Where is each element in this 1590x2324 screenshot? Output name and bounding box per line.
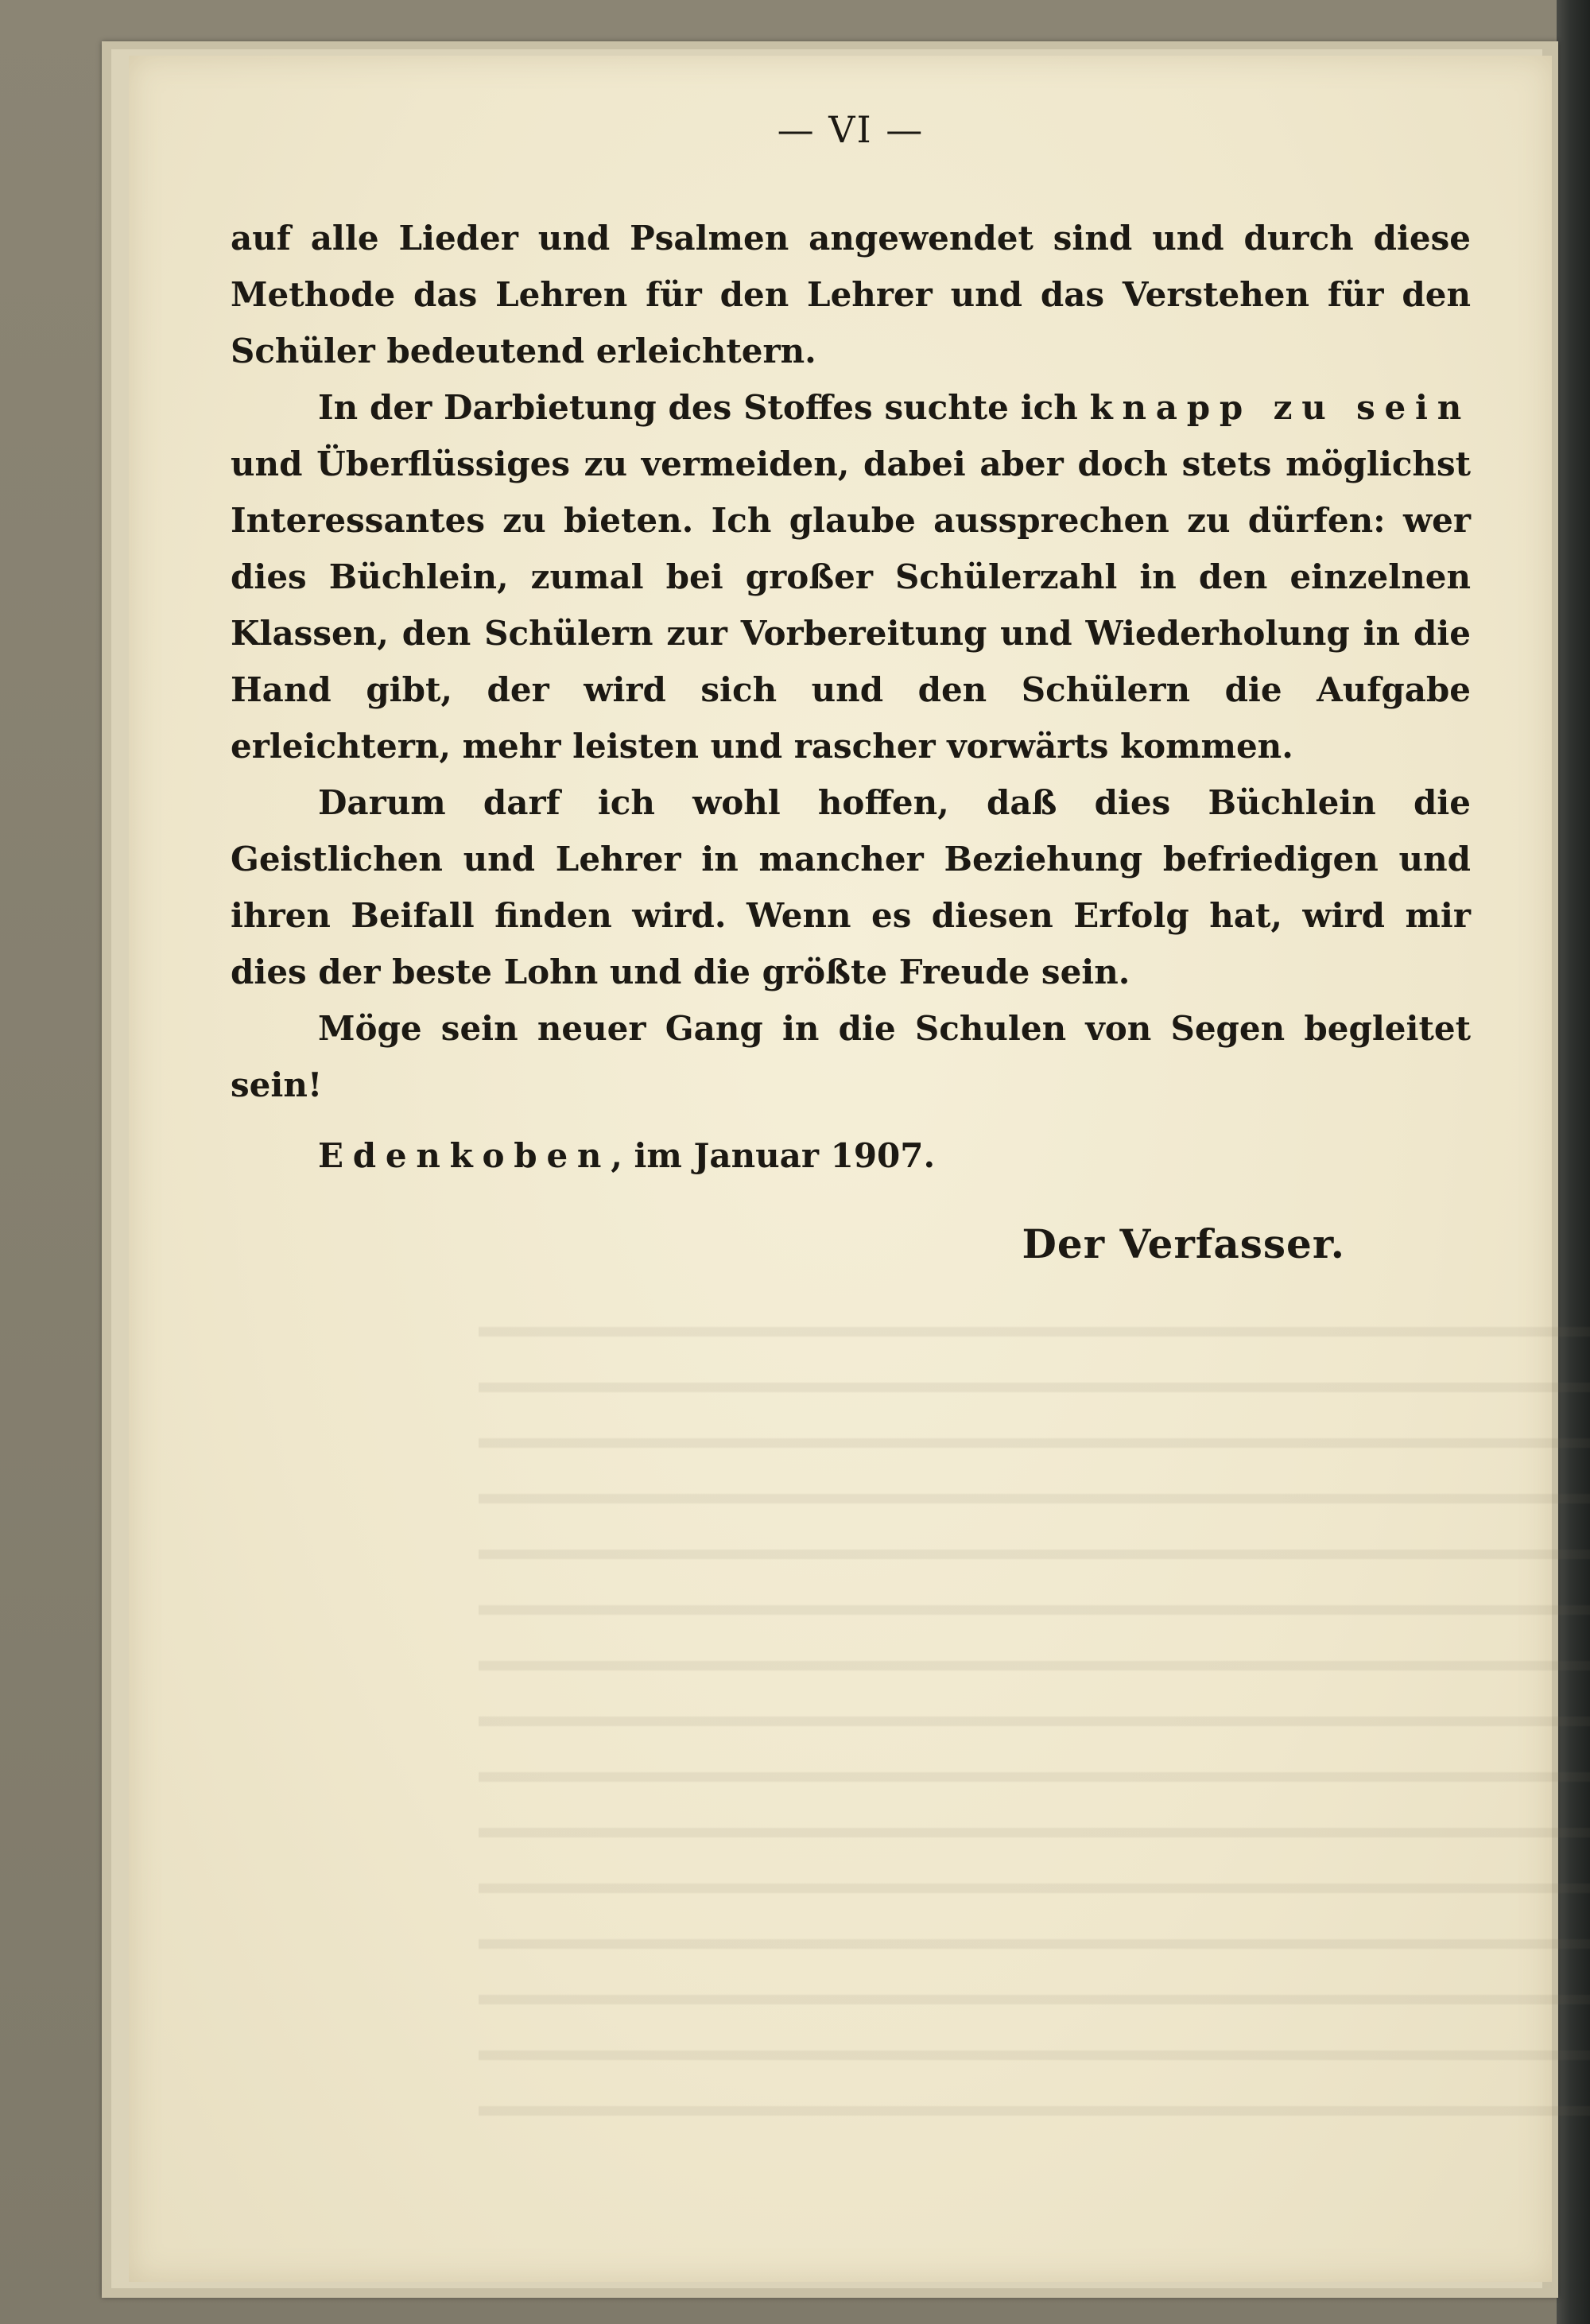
dateline-place: Edenkoben [318,1136,611,1175]
page-text [231,108,1471,1267]
dateline-date: , im Januar 1907. [611,1136,936,1175]
signature: Der Verfasser. [1022,1220,1345,1267]
bleed-through-text [479,1296,1590,2139]
page-number: — VI — [777,108,925,151]
paragraph-4: Möge sein neuer Gang in die Schulen von Segen begleitet sein! [231,1009,1471,1104]
paragraph-3: Darum darf ich wohl hoffen, daß dies Büchlein die Geistlichen und Lehrer in mancher Beziehung befriedigen und ihren Beifall finden wird. Wenn es diesen Erfolg hat, wird mir dies der beste Lohn und die größte Freude sein. [231,783,1471,991]
dateline [231,1127,1471,1184]
paragraph-2-lead: In der Darbietung des Stoffes suchte ich [318,388,1078,427]
paragraph-2 [231,379,1471,774]
paragraph-2-rest: und Überflüssiges zu vermeiden, dabei aber doch stets möglichst Interessantes zu bieten. Ich glaube aussprechen zu dürfen: wer dies Büchlein, zumal bei großer Schülerzahl in den einzelnen Klassen, den Schülern zur Vorbereitung und Wiederholung in die Hand gibt, der wird sich und den Schülern die Aufgabe erleichtern, mehr leisten und rascher vorwärts kommen. [231,444,1471,766]
paragraph-2-emphasis: knapp zu sein [1089,388,1471,427]
paragraph-1: auf alle Lieder und Psalmen angewendet sind und durch diese Methode das Lehren für den Lehrer und das Verstehen für den Schüler bedeutend erleichtern. [231,219,1471,371]
